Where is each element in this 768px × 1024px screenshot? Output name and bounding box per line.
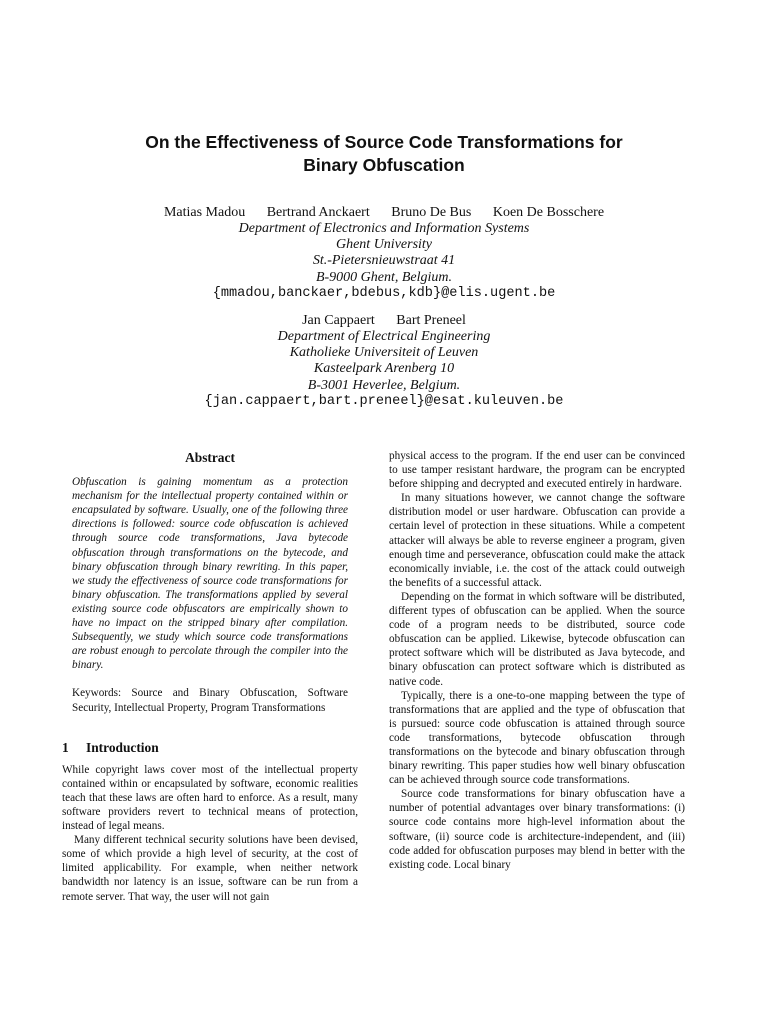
title-line-1: On the Effectiveness of Source Code Transformations for <box>145 132 623 152</box>
body-paragraph: In many situations however, we cannot change the software distribution model or user hardware. Obfuscation can provide a certain level of protection in these situations. While a competent attacker will always be able to reverse engineer a program, given enough time and perseverance, obfuscation could make the attack economically inviable, i.e. the cost of the attack could outweigh the benefits of a successful attack. <box>389 492 685 589</box>
author-name: Matias Madou <box>163 205 246 220</box>
affiliation-line: B-3001 Heverlee, Belgium. <box>307 377 461 393</box>
body-paragraph: Depending on the format in which software will be distributed, different types of obfuscation can be applied. When the source code of a program needs to be distributed, source code obfuscation can be applied. Likewise, bytecode obfuscation can protect software which will be distributed as Java bytecode, and binary obfuscation can protect software which is distributed as native code. <box>389 590 685 688</box>
author-name: Koen De Bosschere <box>492 205 605 220</box>
intro-paragraph-1: While copyright laws cover most of the intellectual property contained within or encapsulated by software, economic realities teach that these laws are often hard to enforce. As a result, many software providers revert to technical means of protection, instead of legal means. <box>62 763 358 833</box>
section-title: Introduction <box>86 739 159 755</box>
abstract-text: Obfuscation is gaining momentum as a protection mechanism for the intellectual property contained within or encapsulated by software. Usually, one of the following three directions is followed: source code obfuscation is achieved through source code transformations, Java bytecode obfuscation through transformations on the bytecode, and binary obfuscation through binary rewriting. In this paper, we study the effectiveness of source code transformations for binary obfuscation. The transformations applied by several existing source code obfuscators are empirically shown to have no impact on the stripped binary after compilation. Subsequently, we study which source code transformations are robust enough to percolate through the compiler into the binary. <box>72 476 348 672</box>
affiliation-line: Katholieke Universiteit of Leuven <box>289 345 479 361</box>
affiliation-1 <box>0 221 768 302</box>
intro-paragraph-2: Many different technical security solutions have been devised, some of which provide a high level of security, at the cost of limited applicability. For example, when neither network bandwidth nor latency is an issue, software can be run from a remote server. That way, the user will not gain <box>62 834 358 903</box>
author-name: Bart Preneel <box>396 313 466 328</box>
email-2: {jan.cappaert,bart.preneel}@esat.kuleuven.be <box>204 393 564 409</box>
affiliation-line: B-9000 Ghent, Belgium. <box>315 269 453 285</box>
affiliation-line: Department of Electrical Engineering <box>277 329 491 344</box>
author-name: Bruno De Bus <box>391 205 472 220</box>
affiliation-line: St.-Pietersnieuwstraat 41 <box>312 253 456 269</box>
right-column <box>389 449 685 872</box>
author-list-2 <box>0 313 768 329</box>
body-paragraph: Source code transformations for binary obfuscation have a number of potential advantages over binary transformations: (i) source code contains more high-level information about the software, (ii) source code is architecture-independent, and (iii) code added for obfuscation purposes may blend in better with the existing code. Local binary <box>389 788 685 871</box>
author-name: Bertrand Anckaert <box>266 205 370 220</box>
section-number: 1 <box>62 739 69 755</box>
left-column <box>62 449 358 904</box>
affiliation-2 <box>0 329 768 410</box>
body-paragraph: Typically, there is a one-to-one mapping between the type of transformations that are applied and the type of obfuscation that is pursued: source code obfuscation is attained through source code transformations, bytecode obfuscation through transformations on the bytecode and binary obfuscation through binary rewriting. This paper studies how well binary obfuscation can be achieved through source code transformations. <box>389 689 685 787</box>
author-name: Jan Cappaert <box>302 313 375 328</box>
abstract-heading: Abstract <box>185 450 235 465</box>
title-line-2: Binary Obfuscation <box>303 155 465 175</box>
body-paragraph: physical access to the program. If the end user can be convinced to use tamper resistant hardware, the program can be encrypted before shipping and decrypted and executed entirely in hardware. <box>389 450 685 491</box>
affiliation-line: Ghent University <box>335 237 433 253</box>
paper-title <box>60 131 708 177</box>
email-1: {mmadou,banckaer,bdebus,kdb}@elis.ugent.be <box>212 285 556 301</box>
author-list-1 <box>0 205 768 221</box>
affiliation-line: Kasteelpark Arenberg 10 <box>313 361 455 377</box>
section-heading-introduction <box>62 741 358 755</box>
affiliation-line: Department of Electronics and Information Systems <box>238 221 530 236</box>
keywords: Keywords: Source and Binary Obfuscation, Software Security, Intellectual Property, Program Transformations <box>72 687 348 714</box>
